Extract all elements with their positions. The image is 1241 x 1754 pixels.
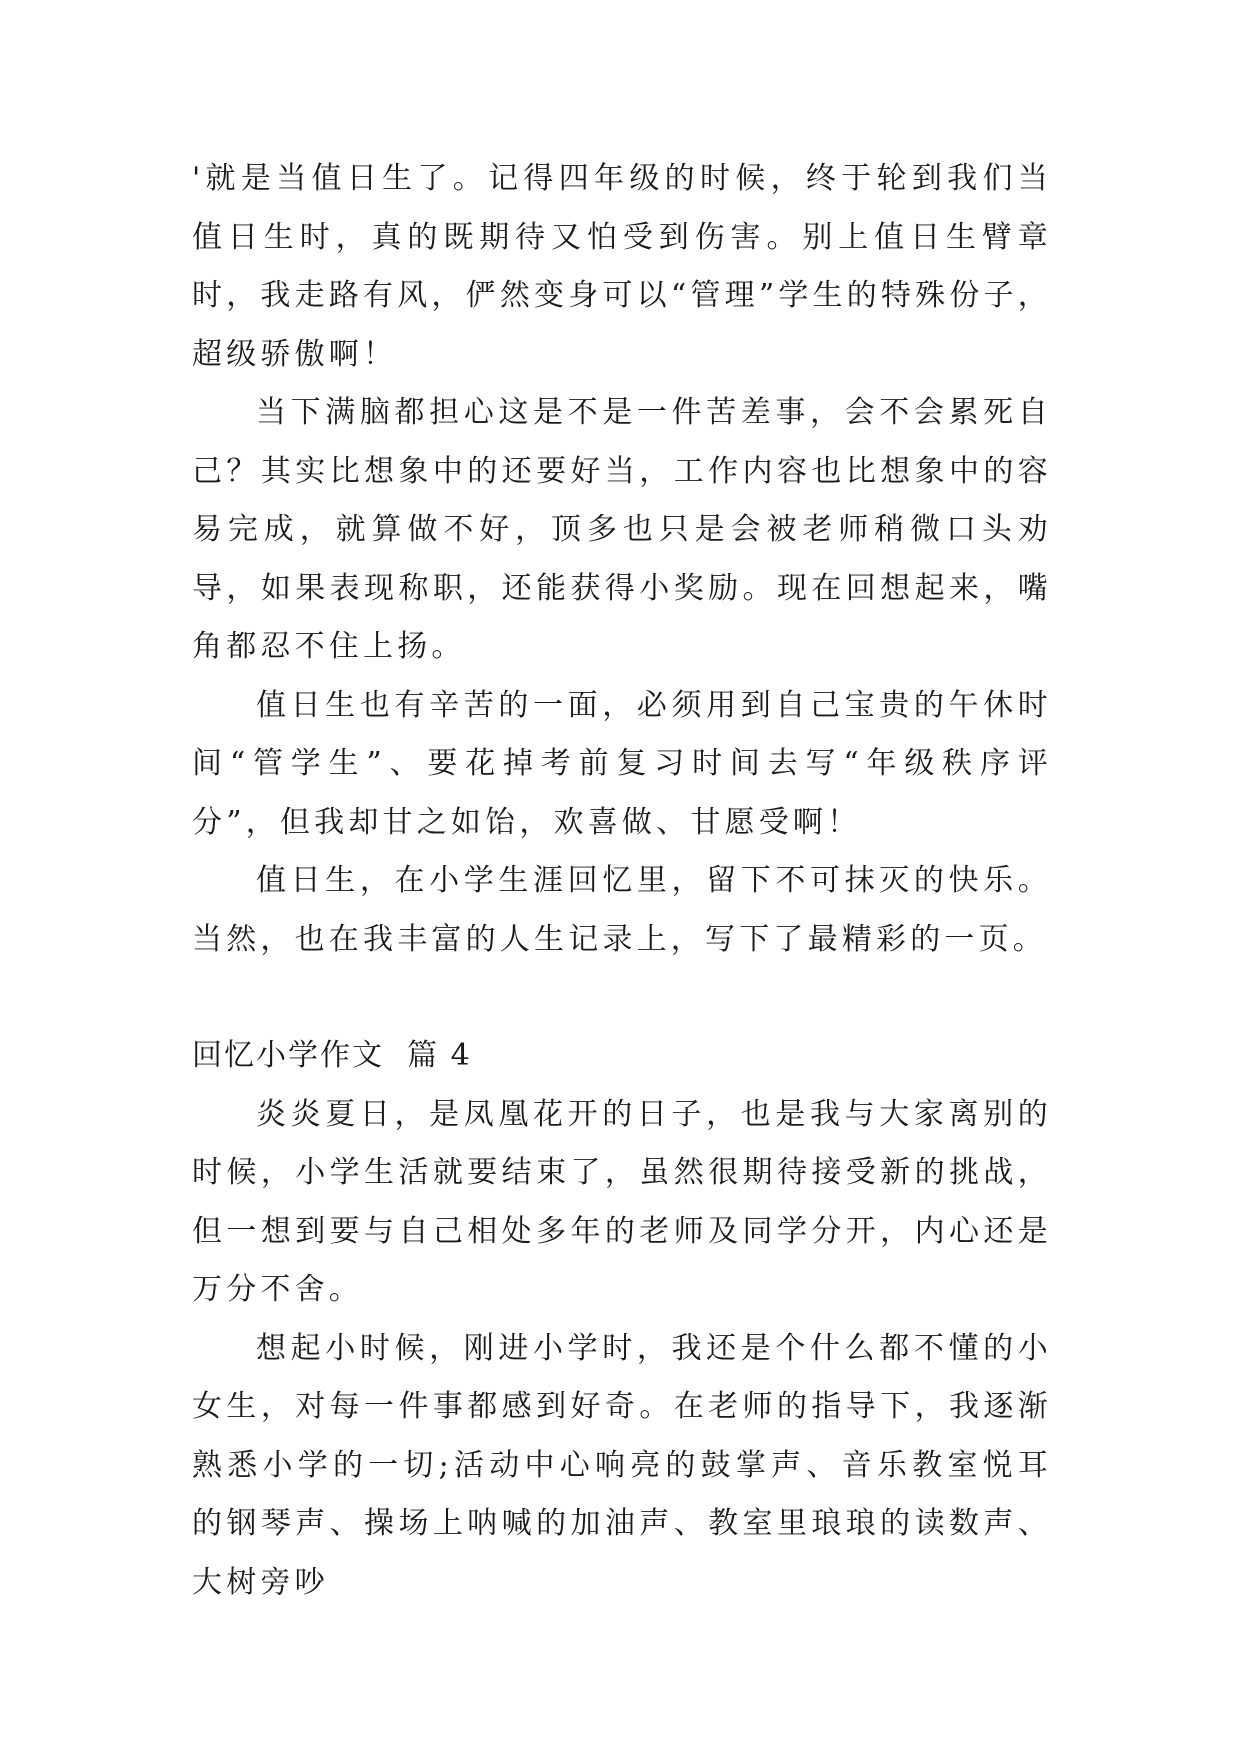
paragraph: 值日生，在小学生涯回忆里，留下不可抹灭的快乐。当然，也在我丰富的人生记录上，写下了最精彩的一页。 [192, 863, 1052, 957]
section-heading: 回忆小学作文 篇 4 [192, 1038, 472, 1073]
paragraph: 想起小时候，刚进小学时，我还是个什么都不懂的小女生，对每一件事都感到好奇。在老师的指导下，我逐渐熟悉小学的一切;活动中心响亮的鼓掌声、音乐教室悦耳的钢琴声、操场上呐喊的加油声、教室里琅琅的读数声、大树旁吵 [192, 1330, 1052, 1600]
paragraph: 值日生也有辛苦的一面，必须用到自己宝贵的午休时间“管学生”、要花掉考前复习时间去写“年级秩序评分”，但我却甘之如饴，欢喜做、甘愿受啊！ [192, 687, 1052, 840]
paragraph: 炎炎夏日，是凤凰花开的日子，也是我与大家离别的时候，小学生活就要结束了，虽然很期待接受新的挑战，但一想到要与自己相处多年的老师及同学分开，内心还是万分不舍。 [192, 1096, 1052, 1307]
paragraph: 当下满脑都担心这是不是一件苦差事，会不会累死自己？其实比想象中的还要好当，工作内容也比想象中的容易完成，就算做不好，顶多也只是会被老师稍微口头劝导，如果表现称职，还能获得小奖励。现在回想起来，嘴角都忍不住上扬。 [192, 395, 1052, 664]
paragraph: '就是当值日生了。记得四年级的时候，终于轮到我们当值日生时，真的既期待又怕受到伤害。别上值日生臂章时，我走路有风，俨然变身可以“管理”学生的特殊份子，超级骄傲啊！ [192, 161, 1052, 372]
document-page [192, 150, 1052, 1612]
